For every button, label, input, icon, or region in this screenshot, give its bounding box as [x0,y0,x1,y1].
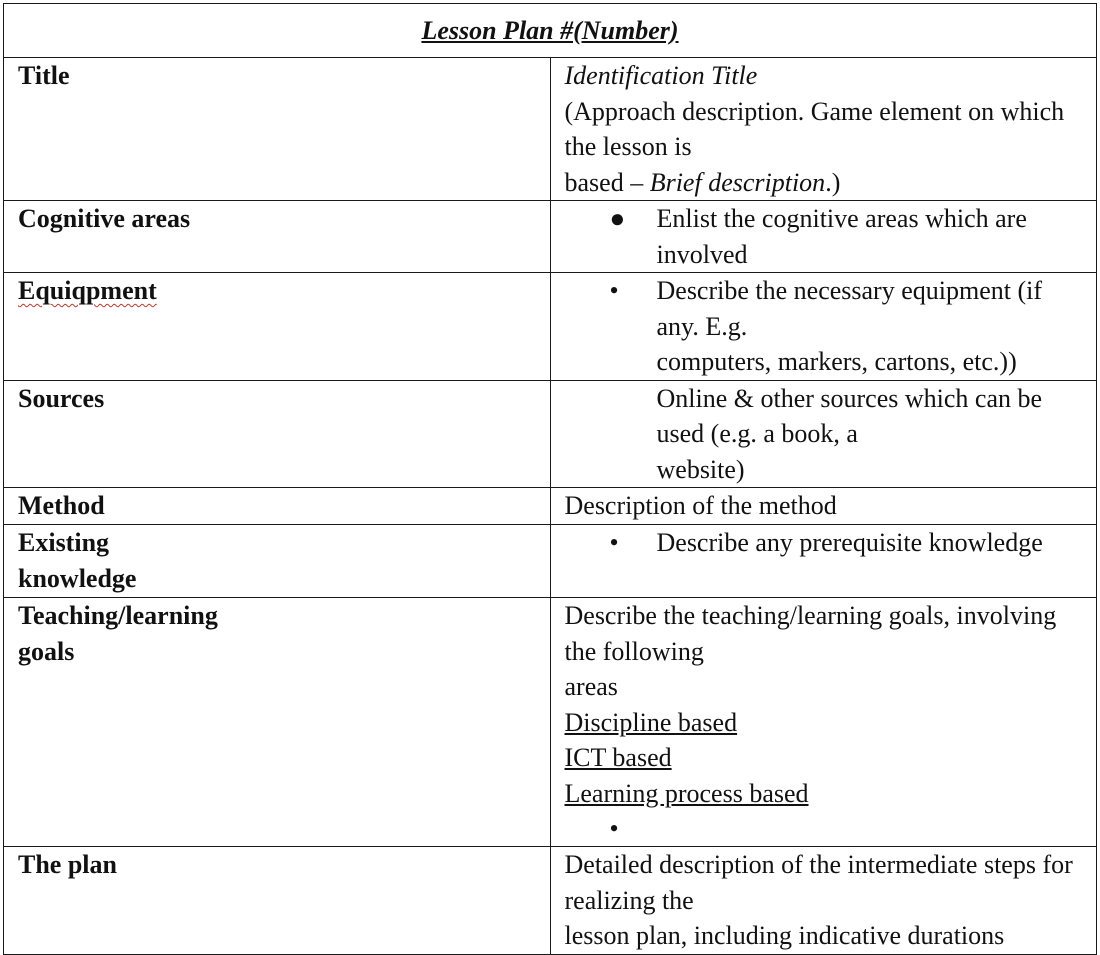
bullet-icon: • [609,528,619,557]
identification-title: Identification Title [564,61,758,90]
row-content-sources: Online & other sources which can be used (e.g. a book, a website) [550,380,1097,488]
goal-area-discipline: Discipline based [564,707,738,737]
approach-description-cont: based – Brief description.) [564,167,841,197]
header-row [4,4,1097,58]
row-label-teaching-goals: Teaching/learning goals [4,598,551,847]
table-row-equipment [4,273,1097,381]
bullet-icon: • [609,814,619,843]
bullet-item: • Describe the necessary equipment (if any. E.g. [565,273,1083,344]
row-content-existing-knowledge [550,525,1097,598]
bullet-icon: • [609,276,619,305]
bullet-item: ● Enlist the cognitive areas which are involved [565,201,1083,272]
row-label-existing-knowledge: Existing knowledge [4,525,551,598]
table-row-sources [4,380,1097,488]
row-content-equipment: • Describe the necessary equipment (if any. E.g. computers, markers, cartons, etc.)) [550,273,1097,381]
approach-description: (Approach description. Game element on which the lesson is [564,96,1065,161]
row-content-title [550,58,1097,201]
bullet-item: • Describe any prerequisite knowledge [565,525,1083,561]
row-label-title: Title [4,58,551,201]
row-label-the-plan: The plan [4,847,551,955]
table-row-the-plan [4,847,1097,955]
row-content-cognitive-areas [550,201,1097,273]
row-label-method: Method [4,488,551,525]
table-row-teaching-goals [4,598,1097,847]
lesson-plan-heading [4,4,1097,58]
goal-area-ict: ICT based [564,743,672,772]
table-row-existing-knowledge [4,525,1097,598]
row-content-method: Description of the method [550,488,1097,525]
lesson-plan-table [3,3,1097,955]
row-label-equipment [4,273,551,381]
goal-area-learning-process: Learning process based [564,778,809,808]
table-row-method [4,488,1097,525]
lesson-plan-heading-text: Lesson Plan #(Number) [421,15,679,45]
row-content-the-plan: Detailed description of the intermediate steps for realizing the lesson plan, including indicative durations [550,847,1097,955]
row-label-sources: Sources [4,380,551,488]
row-label-cognitive-areas: Cognitive areas [4,201,551,273]
empty-bullet-item [565,811,1083,846]
bullet-icon: ● [609,204,626,233]
row-content-teaching-goals: Describe the teaching/learning goals, involving the following areas Discipline based ICT based Learning process based • [550,598,1097,847]
table-row-cognitive-areas [4,201,1097,273]
table-row-title [4,58,1097,201]
spellcheck-flagged-word: Equiqpment [18,276,157,305]
